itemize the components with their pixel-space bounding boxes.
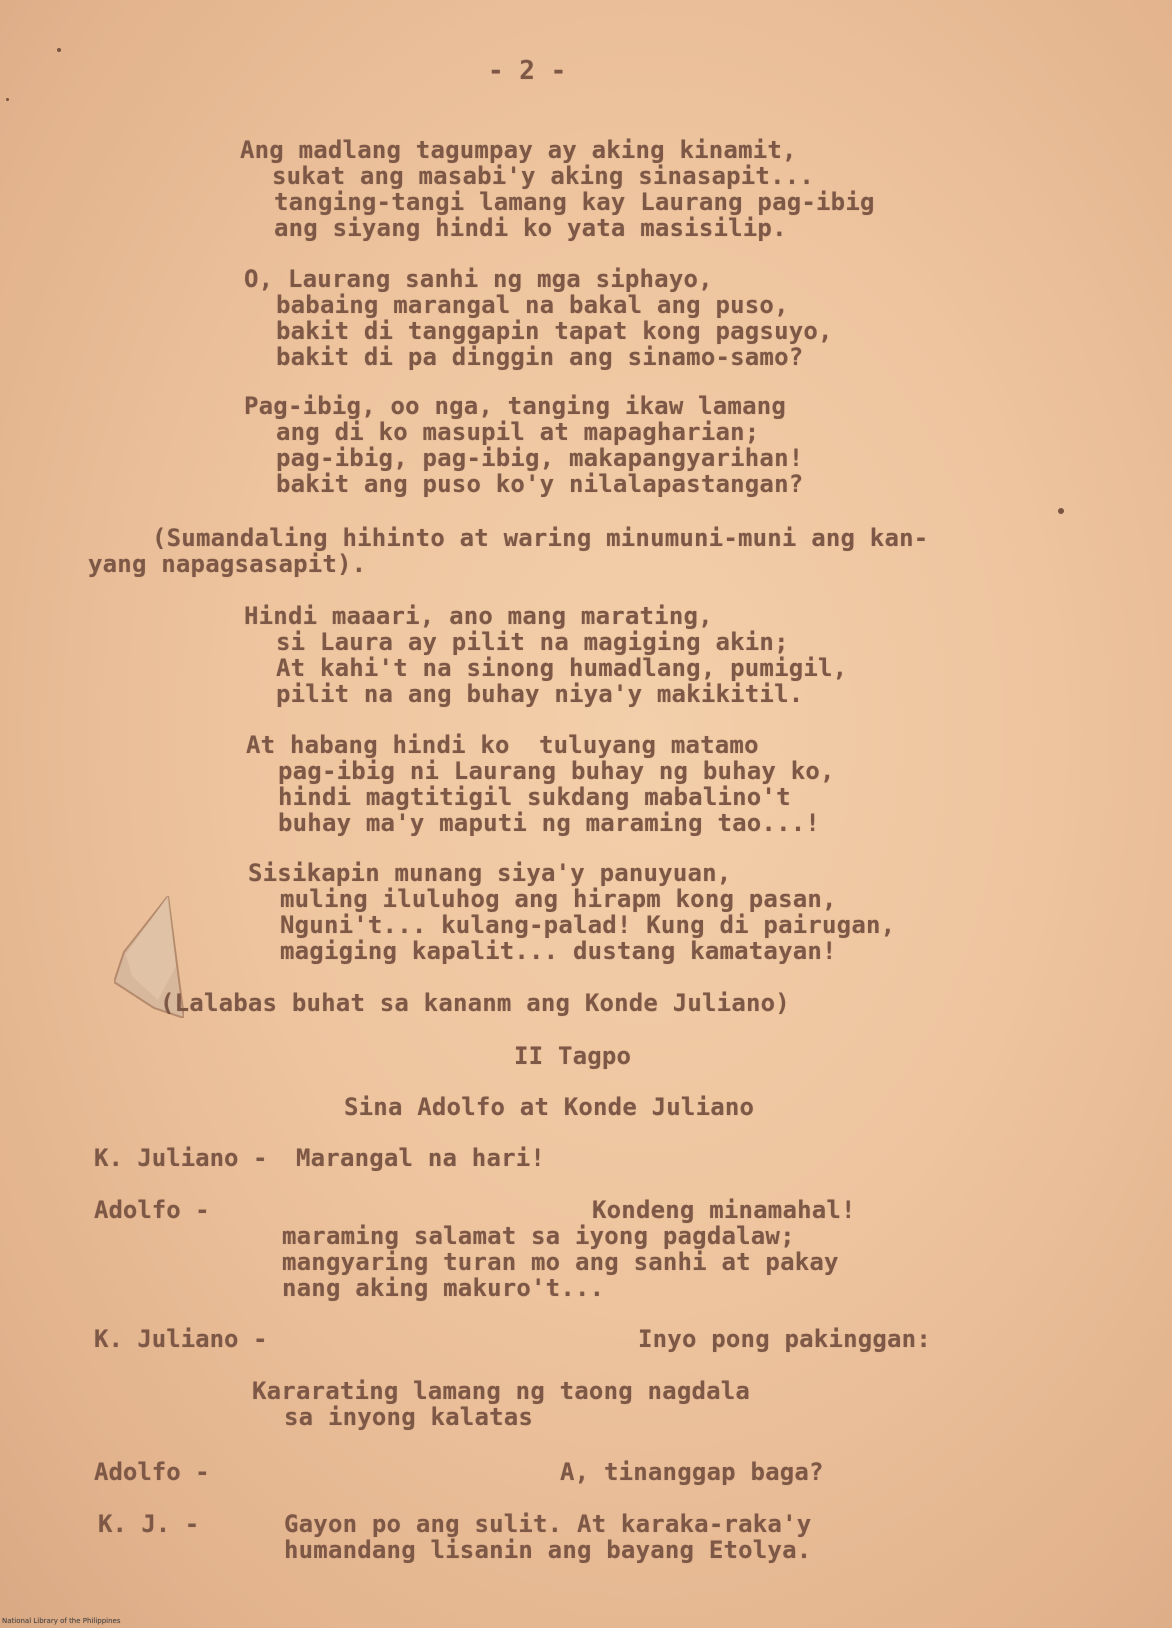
ink-speck xyxy=(6,98,9,101)
verse-line: pag-ibig ni Laurang buhay ng buhay ko, xyxy=(278,757,835,785)
verse-line: At kahi't na sinong humadlang, pumigil, xyxy=(276,654,848,682)
stage-direction: yang napagsasapit). xyxy=(88,550,367,578)
verse-line: tanging-tangi lamang kay Laurang pag-ibig xyxy=(274,188,875,216)
verse-line: sukat ang masabi'y aking sinasapit... xyxy=(272,162,815,190)
dialogue-line: humandang lisanin ang bayang Etolya. xyxy=(284,1536,812,1564)
page-number: - 2 - xyxy=(488,56,567,86)
dialogue-line: Kararating lamang ng taong nagdala xyxy=(252,1377,751,1405)
verse-line: bakit ang puso ko'y nilalapastangan? xyxy=(276,470,804,498)
dialogue-line: Marangal na hari! xyxy=(296,1144,546,1172)
library-footer: National Library of the Philippines xyxy=(2,1617,121,1625)
verse-line: pilit na ang buhay niya'y makikitil. xyxy=(276,680,804,708)
dialogue-line: Inyo pong pakinggan: xyxy=(638,1325,931,1353)
dialogue-line: sa inyong kalatas xyxy=(284,1403,534,1431)
verse-line: hindi magtitigil sukdang mabalino't xyxy=(278,783,791,811)
verse-line: Hindi maaari, ano mang marating, xyxy=(244,602,713,630)
scene-title: II Tagpo xyxy=(514,1042,632,1070)
verse-line: si Laura ay pilit na magiging akin; xyxy=(276,628,789,656)
verse-line: Nguni't... kulang-palad! Kung di pairugan, xyxy=(280,911,896,939)
speaker-label: Adolfo - xyxy=(94,1458,210,1486)
speaker-label: K. Juliano - xyxy=(94,1144,268,1172)
verse-line: ang siyang hindi ko yata masisilip. xyxy=(274,214,787,242)
verse-line: buhay ma'y maputi ng maraming tao...! xyxy=(278,809,821,837)
ink-speck xyxy=(57,48,61,52)
scene-cast: Sina Adolfo at Konde Juliano xyxy=(344,1093,755,1121)
speaker-label: K. J. - xyxy=(98,1510,200,1538)
ink-speck xyxy=(1058,508,1064,514)
dialogue-line: Kondeng minamahal! xyxy=(592,1196,856,1224)
verse-line: muling iluluhog ang hirapm kong pasan, xyxy=(280,885,837,913)
stage-direction: (Sumandaling hihinto at waring minumuni-muni ang kan- xyxy=(152,524,929,552)
verse-line: At habang hindi ko tuluyang matamo xyxy=(246,731,759,759)
verse-line: Ang madlang tagumpay ay aking kinamit, xyxy=(240,136,797,164)
verse-line: Pag-ibig, oo nga, tanging ikaw lamang xyxy=(244,392,787,420)
dialogue-line: A, tinanggap baga? xyxy=(560,1458,824,1486)
verse-line: babaing marangal na bakal ang puso, xyxy=(276,291,789,319)
dialogue-line: maraming salamat sa iyong pagdalaw; xyxy=(282,1222,795,1250)
verse-line: pag-ibig, pag-ibig, makapangyarihan! xyxy=(276,444,804,472)
verse-line: Sisikapin munang siya'y panuyuan, xyxy=(248,859,732,887)
dialogue-line: nang aking makuro't... xyxy=(282,1274,605,1302)
stage-direction: (Lalabas buhat sa kananm ang Konde Juliano) xyxy=(160,989,790,1017)
dialogue-line: Gayon po ang sulit. At karaka-raka'y xyxy=(284,1510,812,1538)
verse-line: bakit di pa dinggin ang sinamo-samo? xyxy=(276,343,804,371)
dialogue-line: mangyaring turan mo ang sanhi at pakay xyxy=(282,1248,839,1276)
verse-line: ang di ko masupil at mapagharian; xyxy=(276,418,760,446)
verse-line: magiging kapalit... dustang kamatayan! xyxy=(280,937,837,965)
verse-line: O, Laurang sanhi ng mga siphayo, xyxy=(244,265,713,293)
verse-line: bakit di tanggapin tapat kong pagsuyo, xyxy=(276,317,833,345)
speaker-label: K. Juliano - xyxy=(94,1325,268,1353)
speaker-label: Adolfo - xyxy=(94,1196,210,1224)
